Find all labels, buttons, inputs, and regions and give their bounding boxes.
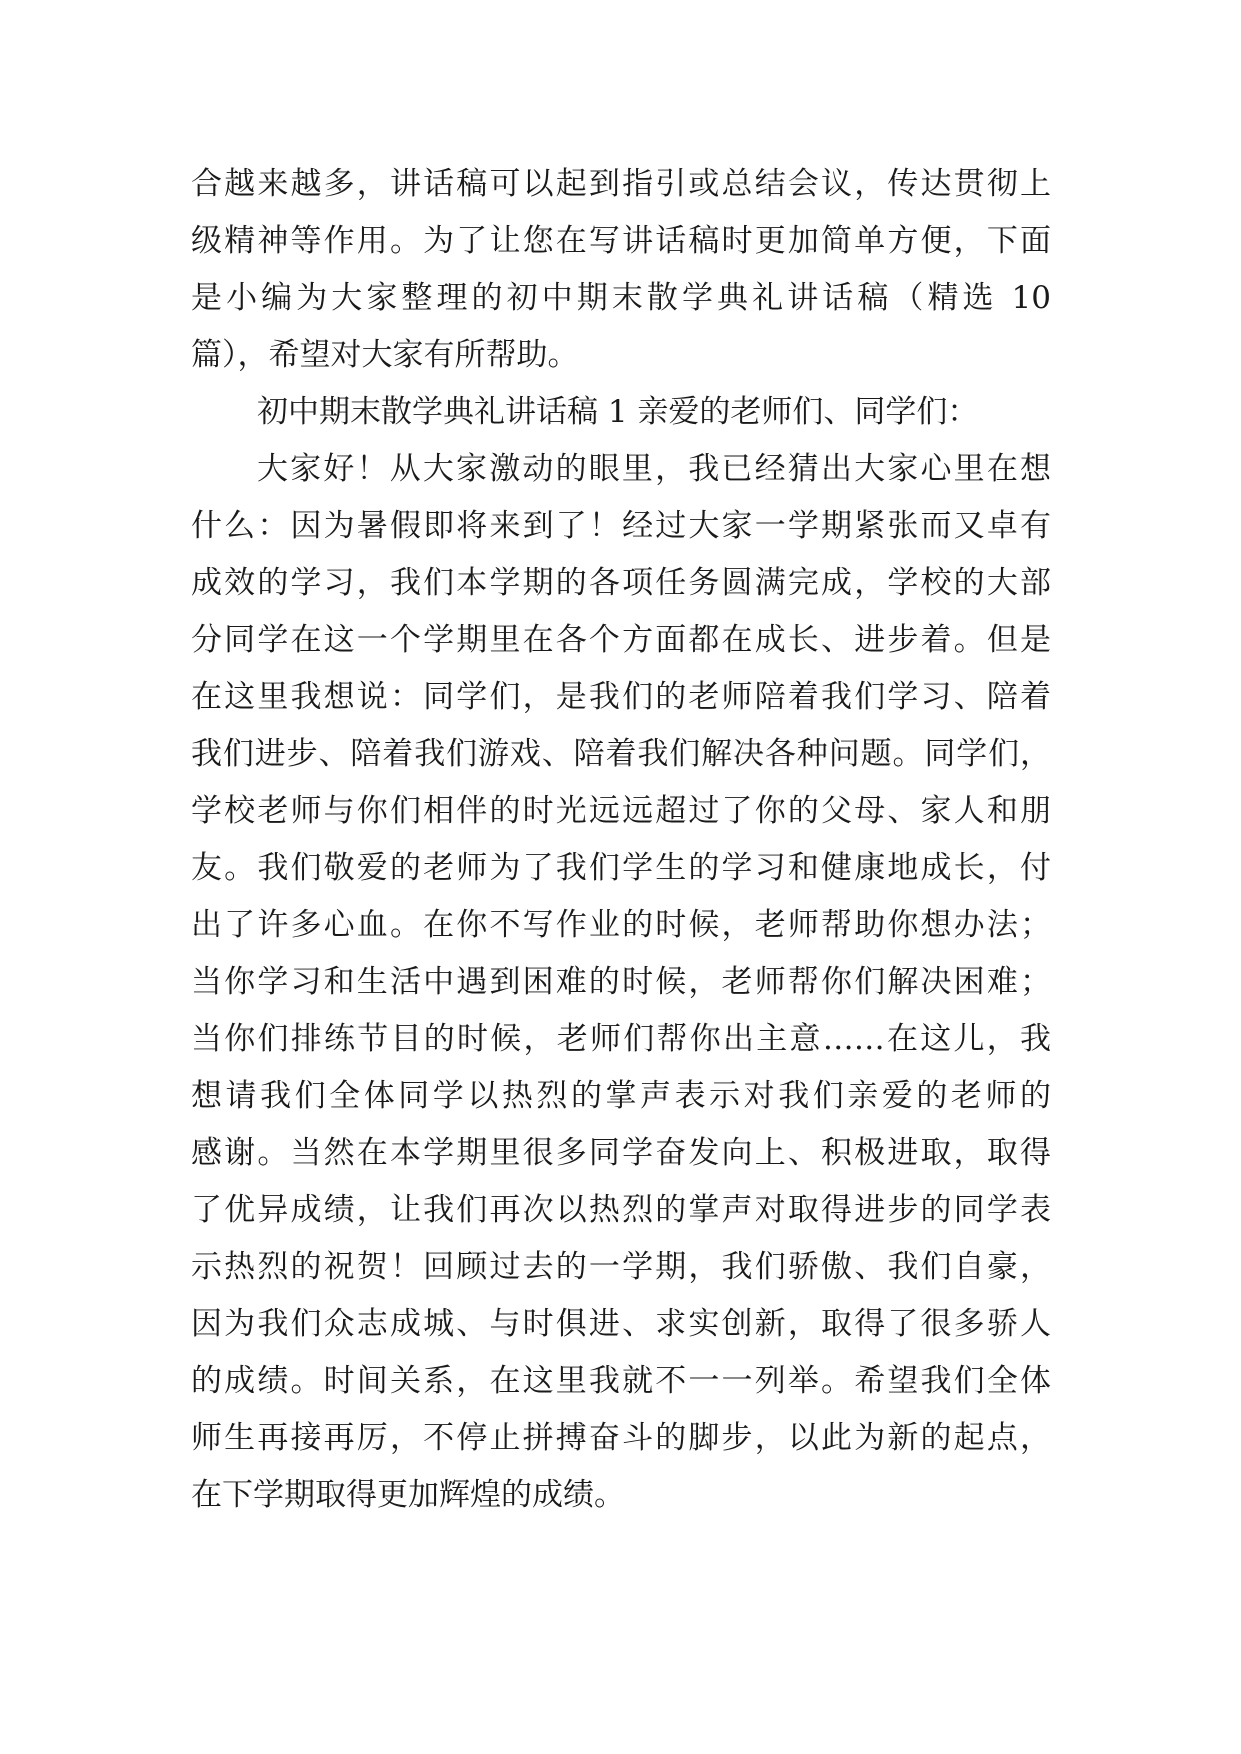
text-line: 成效的学习，我们本学期的各项任务圆满完成，学校的大部 <box>191 565 1051 601</box>
text-line: 级精神等作用。为了让您在写讲话稿时更加简单方便，下面 <box>191 223 1051 259</box>
text-line: 示热烈的祝贺！回顾过去的一学期，我们骄傲、我们自豪， <box>191 1249 1051 1285</box>
text-line: 因为我们众志成城、与时俱进、求实创新，取得了很多骄人 <box>191 1306 1051 1342</box>
text-line: 当你们排练节目的时候，老师们帮你出主意……在这儿，我 <box>191 1021 1051 1057</box>
text-line: 当你学习和生活中遇到困难的时候，老师帮你们解决困难； <box>191 964 1051 1000</box>
text-line: 师生再接再厉，不停止拼搏奋斗的脚步，以此为新的起点， <box>191 1420 1051 1456</box>
text-line: 感谢。当然在本学期里很多同学奋发向上、积极进取，取得 <box>191 1135 1051 1171</box>
text-line: 我们进步、陪着我们游戏、陪着我们解决各种问题。同学们， <box>191 736 1051 772</box>
text-line: 是小编为大家整理的初中期末散学典礼讲话稿（精选 10 <box>191 280 1051 316</box>
text-line: 在这里我想说：同学们，是我们的老师陪着我们学习、陪着 <box>191 679 1051 715</box>
text-line: 分同学在这一个学期里在各个方面都在成长、进步着。但是 <box>191 622 1051 658</box>
text-line: 在下学期取得更加辉煌的成绩。 <box>191 1477 625 1513</box>
text-line: 想请我们全体同学以热烈的掌声表示对我们亲爱的老师的 <box>191 1078 1051 1114</box>
text-line: 什么：因为暑假即将来到了！经过大家一学期紧张而又卓有 <box>191 508 1051 544</box>
text-line: 大家好！从大家激动的眼里，我已经猜出大家心里在想 <box>257 451 1051 487</box>
text-line: 出了许多心血。在你不写作业的时候，老师帮助你想办法； <box>191 907 1051 943</box>
text-line: 友。我们敬爱的老师为了我们学生的学习和健康地成长，付 <box>191 850 1051 886</box>
text-line: 合越来越多，讲话稿可以起到指引或总结会议，传达贯彻上 <box>191 166 1051 202</box>
text-line: 的成绩。时间关系，在这里我就不一一列举。希望我们全体 <box>191 1363 1051 1399</box>
text-line: 篇），希望对大家有所帮助。 <box>191 337 579 373</box>
document-body <box>191 156 1051 1524</box>
text-line: 初中期末散学典礼讲话稿 1 亲爱的老师们、同学们： <box>257 394 979 430</box>
text-line: 了优异成绩，让我们再次以热烈的掌声对取得进步的同学表 <box>191 1192 1051 1228</box>
text-line: 学校老师与你们相伴的时光远远超过了你的父母、家人和朋 <box>191 793 1051 829</box>
